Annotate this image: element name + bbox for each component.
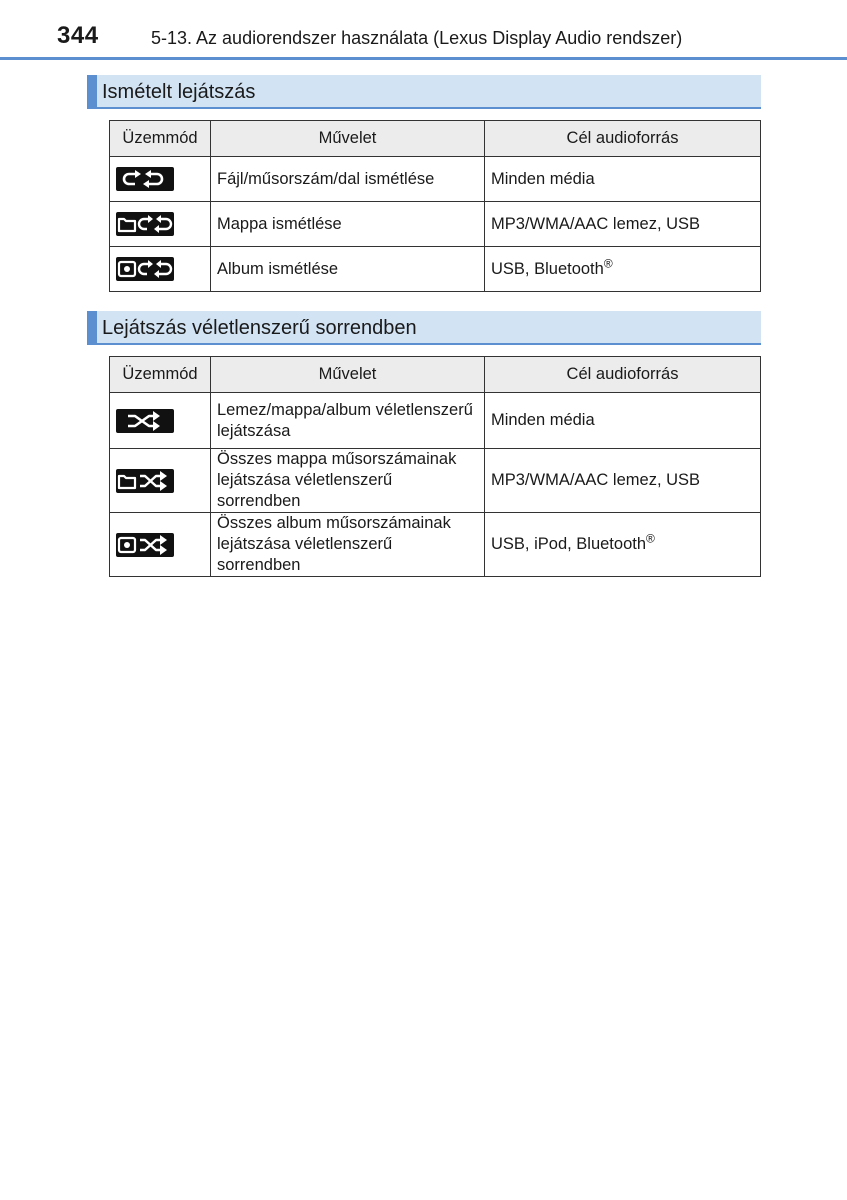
header-rule [0, 57, 847, 60]
page-number: 344 [57, 22, 99, 49]
column-header-target: Cél audioforrás [485, 121, 761, 157]
page-header [0, 0, 847, 60]
target-text: USB, Bluetooth [491, 259, 604, 278]
section-title-label: Ismételt lejátszás [102, 81, 256, 103]
operation-line: Lemez/mappa/album véletlenszerű [217, 400, 473, 419]
column-header-target: Cél audioforrás [485, 357, 761, 393]
section-accent-bar [87, 311, 97, 343]
repeat-icon [116, 167, 174, 191]
chapter-title: 5-13. Az audiorendszer használata (Lexus Display Audio rendszer) [151, 28, 683, 48]
target-cell [485, 202, 761, 247]
album-repeat-icon [116, 257, 174, 281]
operation-line: Összes album műsorszámainak [217, 514, 451, 532]
mode-cell [110, 393, 211, 449]
mode-cell [110, 247, 211, 292]
operation-cell: Fájl/műsorszám/dal ismétlése [211, 157, 485, 202]
shuffle-table [109, 356, 761, 577]
target-text: MP3/WMA/AAC lemez, USB [491, 214, 701, 233]
table-row [110, 157, 761, 202]
table-header-row [110, 121, 761, 157]
mode-cell [110, 513, 211, 577]
target-cell [485, 157, 761, 202]
mode-cell [110, 202, 211, 247]
target-cell [485, 247, 761, 292]
operation-line: Összes mappa műsorszámainak [217, 450, 457, 468]
column-header-mode: Üzemmód [110, 121, 211, 157]
folder-repeat-icon [116, 212, 174, 236]
table-row [110, 393, 761, 449]
target-cell [485, 449, 761, 513]
registered-mark: ® [646, 531, 655, 546]
target-cell [485, 393, 761, 449]
column-header-operation: Művelet [211, 121, 485, 157]
operation-line: lejátszása véletlenszerű sorrendben [217, 471, 393, 510]
operation-cell: Mappa ismétlése [211, 202, 485, 247]
operation-line: lejátszása véletlenszerű sorrendben [217, 535, 393, 574]
album-shuffle-icon [116, 533, 174, 557]
column-header-mode: Üzemmód [110, 357, 211, 393]
target-text: Minden média [491, 169, 595, 188]
operation-line: lejátszása [217, 421, 291, 440]
table-row [110, 247, 761, 292]
operation-cell [211, 393, 485, 449]
column-header-operation: Művelet [211, 357, 485, 393]
section-title-label: Lejátszás véletlenszerű sorrendben [102, 317, 417, 339]
operation-cell [211, 513, 485, 577]
section-accent-bar [87, 75, 97, 107]
target-text: USB, iPod, Bluetooth [491, 535, 647, 553]
target-text: Minden média [491, 411, 595, 429]
table-row [110, 513, 761, 577]
mode-cell [110, 157, 211, 202]
operation-cell [211, 449, 485, 513]
folder-shuffle-icon [116, 469, 174, 493]
table-row [110, 449, 761, 513]
section-title-shuffle [87, 311, 761, 345]
shuffle-icon [116, 409, 174, 433]
table-header-row [110, 357, 761, 393]
operation-cell: Album ismétlése [211, 247, 485, 292]
section-title-repeat [87, 75, 761, 109]
table-row [110, 202, 761, 247]
mode-cell [110, 449, 211, 513]
target-text: MP3/WMA/AAC lemez, USB [491, 471, 701, 489]
registered-mark: ® [603, 256, 613, 270]
repeat-table [109, 120, 761, 292]
target-cell [485, 513, 761, 577]
